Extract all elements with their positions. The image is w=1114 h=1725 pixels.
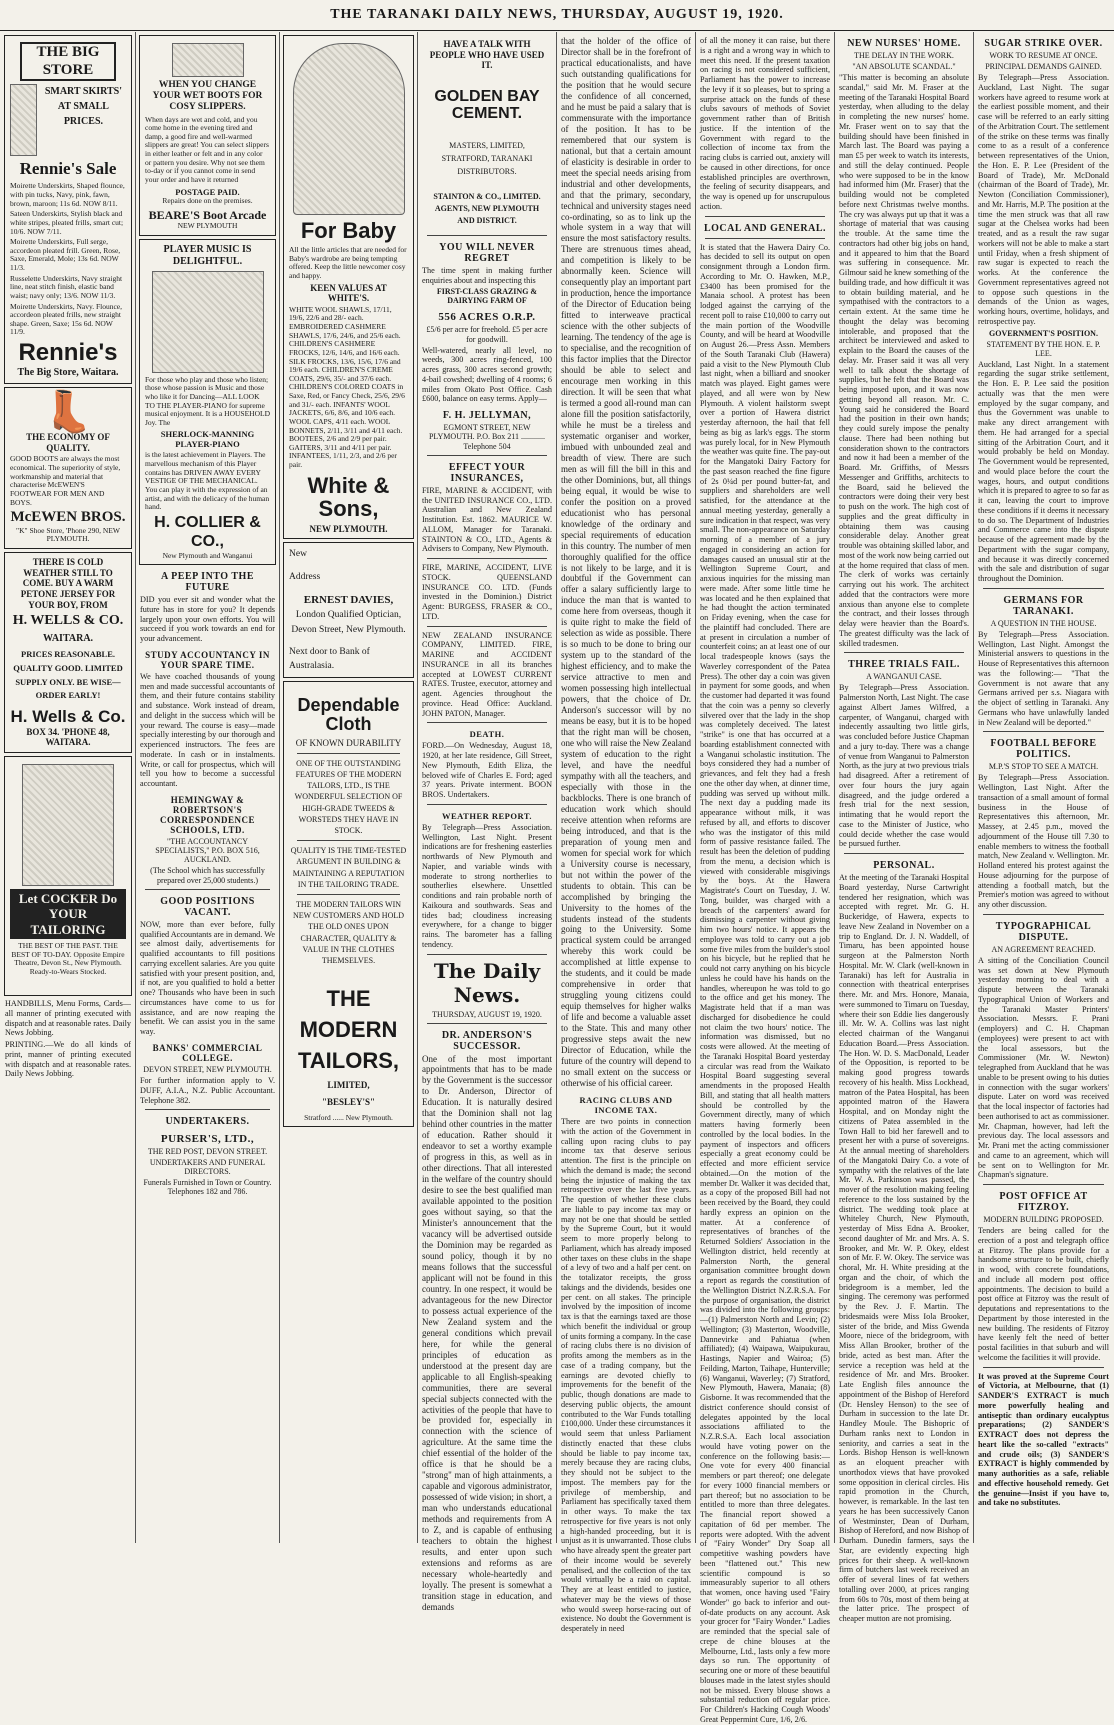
racing-text: There are two points in connection with the action of the Government in calling upon racing clubs to pay income tax that deserve serious attention. The first is the principle on which the demand is made; the second being the injustice of making the tax retrospective over the last five years. The question of whether these clubs are liable to pay income tax may or may not be one that should be settled by the Supreme Court, but it would seem to more properly belong to Parliament, which has already imposed other taxes on these clubs in the shape of a levy of two and a half per cent. on the totalizator receipts, the gross takings and the dividends, besides one per cent. on all stakes. The principle involved by the imposition of income tax is that the earnings taxed are those which benefit the individual or group of units forming a company. In the case of racing clubs there is no division of profits among the members as in the case of a trading company, but the earnings are devoted chiefly to improvements for the benefit of the public, though donations are made to deserving public objects, the amount contributed to the War Funds totalling £100,000. Under these circumstances it would seem that unless Parliament distinctly enacted that these clubs should be liable to pay income tax, merely because they are racing clubs, they should not be subject to the impost. The members pay for the privilege of membership, and Parliament has specifically taxed them in other ways. To make the tax retrospective for five years is not only a high-handed proceeding, but it is unjust as it is unwarranted. Those clubs who have already spent the greater part of their income would be severely penalised, and the collection of the tax would virtually be a raid on capital. They are at least entitled to justice, whatever may be the views of those who would sweep horse-racing out of existence. No doubt the Government is desperately in need [561, 1117, 691, 1633]
economy-text: GOOD BOOTS are always the most economical. The superiority of style, workmanship and material that characterise McEWEN'S FOOTWEAR FOR MEN AND BOYS. [10, 454, 121, 507]
column-2 [137, 32, 278, 1543]
player-text: For those who play and those who listen; those whose passion is Music and those who like it for Dancing—ALL LOOK TO THE PLAYER-PIANO for supreme musical enjoyment. It is a HOUSEHOLD Joy. The [145, 374, 270, 427]
nurses-text: "This matter is becoming an absolute scandal," said Mr. M. Fraser at the meeting of the Taranaki Hospital Board yesterday, when alluding to the delay in completing the new nurses' home. Mr. Fraser went on to say that the building should have been finished in March last. The Board was paying a man £5 per week to watch its interests, and still the delay continued. People who were supposed to be in the know had informed him (Mr. Fraser) that the building would not be completed before next Christmas twelve months. The cry was always put up that it was a shortage of material that was causing the trouble. At the same time the contractors had other big jobs on hand, and it appeared to him that the Board was suffering in consequence. Mr. Gilmour said he knew something of the building trade, and how difficult it was to obtain building material, and he sympathised with the contractors to a certain extent. At the same time he thought the delay was becoming intolerable, and proposed that the architect be interviewed and asked to explain to the Board the causes of the delay. Mr. Fraser said it was all very well to talk about the shortage of supplies, but he felt that the Board was being imposed upon, and it was now getting beyond all reason. Mr. C. Young said he considered the Board had the position in their own hands; they could surely impose the penalty clause. There had been nothing but consideration shown to the contractors and now it had been a member of the Board. Mr. Griffiths, of Messrs Messenger and Griffiths, architects to the Board, said he believed the contractors were doing their very best to push on the work. The high cost of supplies and the great difficulty in obtaining them was causing considerable delay. Another great trouble was obtaining skilled labor, and most of the work now being carried out at the home required that class of men. The clerk of works was certainly carrying out his work. The architect added that the contractors were more anxious than anyone else to complete the contract, and their losses through delay were heavier than the Board's. The greatest difficulty was the lack of skilled tradesmen. [839, 73, 969, 648]
farm-heading: FIRST-CLASS GRAZING & DAIRYING FARM OF [436, 287, 538, 306]
acres-heading: 556 ACRES O.R.P. [438, 311, 536, 324]
modern-tailors-ad [283, 681, 414, 1127]
wells-ad [4, 552, 132, 753]
collier-address: New Plymouth and Wanganui [162, 550, 253, 560]
column-rule [135, 32, 136, 1543]
talk-heading: HAVE A TALK WITH PEOPLE WHO HAVE USED IT. [429, 39, 545, 71]
scandal-subhead: "AN ABSOLUTE SCANDAL." [852, 62, 956, 71]
for-baby-heading: For Baby [300, 218, 397, 243]
undertakers-heading: UNDERTAKERS. [165, 1116, 250, 1128]
sugar-heading: SUGAR STRIKE OVER. [984, 38, 1103, 49]
local-general-heading: LOCAL AND GENERAL. [703, 222, 827, 234]
masthead [0, 0, 1114, 31]
rennies-logo: Rennie's [18, 339, 118, 367]
repairs-text: Repairs done on the premises. [162, 195, 253, 205]
statement-subhead: STATEMENT BY THE HON. E. P. LEE. [986, 339, 1101, 358]
trials-text: By Telegraph—Press Association. Palmerston North, Last Night. The case against Albert James Wilfred, a carpenter, of Wanganui, charged with indecently assaulting two little girls, was concluded before Justice Chapman and a jury to-day. There was a change of venue from Wanganui to Palmerston North, as the jury at two previous trials had disagreed. After a retirement of over four hours the jury again disagreed, and the judge ordered a fresh trial for the next session, intimating that he would report the case to the Minister of Justice, who could decide whether the case would be pursued further. [839, 683, 969, 849]
column-rule [695, 32, 696, 1543]
leader-date: THURSDAY, AUGUST 19, 1920. [432, 1009, 542, 1019]
nz-insurance-text: NEW ZEALAND INSURANCE COMPANY, LIMITED. FIRE, MARINE and ACCIDENT INSURANCE in all its branches accepted at LOWEST CURRENT RATES. Trustee, executor, attorney and agent. Agencies throughout the province. Head Office: Auckland. JOHN PATON, Manager. [422, 630, 552, 718]
farm-text: Well-watered, nearly all level, no weeds, 300 acres ring-fenced, 100 acres grass, 300 acres second growth; 4-bail cowshed; dwelling of 4 rooms; 6 miles from Okato Post Office. Cash £600, balance on easy terms. Apply— [422, 345, 552, 404]
skirts-text: SMART SKIRTS' AT SMALL PRICES. [44, 86, 123, 128]
quality-text: QUALITY IS THE TIME-TESTED ARGUMENT IN BUILDING & MAINTAINING A REPUTATION IN THE TAILORING TRADE. [290, 846, 407, 889]
study-heading: STUDY ACCOUNTANCY IN YOUR SPARE TIME. [145, 649, 270, 670]
personal-text: At the meeting of the Taranaki Hospital Board yesterday, Nurse Cartwright tendered her resignation, which was accepted with regret. Mr. G. H. Buckeridge, of Hawera, expects to leave New Zealand in November on a trip to England. Dr. J. N. Waddell, of Timaru, has been appointed house surgeon at the Palmerston North Hospital. Mr. W. Clark (well-known in Taranaki) has left for Australia in connection with theatrical enterprises there. Mr. and Mrs. Honore, Manaia, were summoned to Timaru on Tuesday, where their son Eddie lies dangerously ill. Mr. W. A. Collins was last night elected chairman of the Wanganui Education Board.—Press Association. The Hon. W. D. S. MacDonald, Leader of the Opposition, is reported to be making good progress towards recovery of his health. Miss Lockhead, matron of the Patea Hospital, has been appointed matron of the Hawera Hospital, and on Monday night the citizens of Patea assembled in the Town Hall to bid her farewell and to present her with a purse of sovereigns. At the annual meeting of shareholders of the Mangatoki Dairy Co. a vote of sympathy with the relatives of the late Mr. W. A. Parkinson was passed, the mover of the resolution making feeling reference to the loss sustained by the district. The wedding took place at Whiteley Church, New Plymouth, yesterday of Miss Edna A. Brooker, second daughter of Mr. and Mrs. A. S. Brooker, and Mr. W. P. Okey, eldest son of Mr. F. W. Okey. The service was choral, Mr. H. White presiding at the organ and the choir, of which the bridegroom is a member, led the singing. The ceremony was performed by the Rev. J. F. Martin. The bridesmaids were Miss Iola Brooker, sister of the bride, and Miss Gwenda Moore, niece of the bridegroom, with Miss Allan Brooker, brother of the bride, acted as best man. After the service a reception was held at the residence of Mr. and Mrs. Brooker. Late English files announce the appointment of the Bishop of Hereford (Dr. Hensley Henson) to the see of Durham in succession to the late Dr. Handley Moule. The Bishopric of Durham ranks next to London in seniority, and carries a seat in the Lords. Bishop Henson is well-known as an eloquent preacher with unorthodox views that have provoked some opposition in clerical circles. His rapid promotion in the Church, however, is remarkable. In the last ten years he has been successively Canon of Westminster, Dean of Durham, Bishop of Hereford, and now Bishop of Durham. Dunedin farmers, says the Star, are evidently expecting high prices for their sheep. A well-known firm of butchers last week received an offer of several lines of fat wethers totalling over 2000, at prices ranging from 60s to 70s, most of them being at the latter price. The prospect of cheaper mutton are not promising. [839, 873, 969, 1623]
sanders-text: It was proved at the Supreme Court of Victoria, at Melbourne, that (1) SANDER'S EXTRACT is much more powerfully healing and antiseptic than ordinary eucalyptus preparations; (2) SANDER'S EXTRACT does not depress the heart like the so-called "extracts" and crude oils; (3) SANDER'S EXTRACT is highly commended by many authorities as a safe, reliable and effective household remedy. Get the genuine—Insist if you have to, and take no substitutes. [978, 1371, 1109, 1508]
list-item: Russelette Underskirts, Navy straight line, neat stitch finish, elastic band waist; navy only; 13/6. NOW 11/3. [10, 273, 123, 300]
postage-paid: POSTAGE PAID. [175, 186, 240, 197]
slippers-text: When days are wet and cold, and you come home in the evening tired and damp, a good fire and well-warmed slippers are great! You can select slippers in either leather or felt and in any color or pattern you desire. Why not see them to-day or if you cannot come in send your order and have it returned [145, 114, 269, 184]
waitara: WAITARA. [42, 632, 94, 644]
for-baby-text: All the little articles that are needed for Baby's wardrobe are being tempting offered. Keep the little newcomer cosy and happy. [289, 245, 407, 280]
besleys: "BESLEY'S" [321, 1097, 375, 1108]
baby-illustration [293, 43, 405, 215]
printing-notice: HANDBILLS, Menu Forms, Cards—all manner of printing executed with dispatch and at reasonable rates. Daily News Jobbing. [5, 999, 131, 1038]
prices-text: PRICES REASONABLE. QUALITY GOOD. LIMITED SUPPLY ONLY. BE WISE—ORDER EARLY! [13, 649, 123, 701]
work-subhead: WORK TO RESUME AT ONCE. [989, 51, 1098, 60]
dependable-heading: Dependable Cloth [297, 695, 400, 735]
effect-heading: EFFECT YOUR INSURANCES, [448, 461, 526, 484]
cement-ad [421, 35, 553, 231]
germans-text: By Telegraph—Press Association. Wellington, Last Night. Amongst the Ministerial answers to questions in the House of Representatives this afternoon was the following:— "That the Government is not aware that any Germans arrived per s.s. Niagara with the object of settling in Taranaki. Any Germans who have unlawfully landed in New Zealand will be deported." [978, 629, 1109, 727]
list-item: Moirette Underskirts, Navy. Flounce, accordeon pleated frills, new straight shape. Green, Saxe; 15s 6d. NOW 11/9. [10, 301, 122, 337]
nurses-heading: NEW NURSES' HOME. [847, 38, 961, 49]
racing-continued: of all the money it can raise, but there is a right and a wrong way in which to meet this need. If the present taxation on racing is not considered sufficient, Parliament has the power to increase the levy if it so pleases, but to spring a surprise attack on the funds of these clubs savours of methods of Soviet government rather than of British justice. If the intention of the Government with regard to the collection of income tax from the racing clubs is carried out, anxiety will be caused in other directions, for once established principles are overthrown, the feeling of security disappears, and the way is opened up for unscrupulous action. [700, 36, 830, 211]
fitzroy-heading: POST OFFICE AT FITZROY. [999, 1191, 1088, 1213]
cocker-title: Let COCKER Do YOUR TAILORING [10, 889, 126, 939]
wells-name: H. WELLS & CO. [12, 613, 124, 629]
address-label: Address [289, 571, 321, 582]
printing-notice-2: PRINTING.—We do all kinds of print, manner of printing executed with dispatch and at reasonable rates. Daily News Jobbing. [5, 1040, 131, 1079]
column-7 [836, 32, 972, 1623]
death-heading: DEATH. [469, 729, 505, 740]
study-text: We have coached thousands of young men and made successful accountants of them, and their future contains stability and substance. Work instead of dream, and delight in the success which will be your reward. The course is easy—made specially interesting by our thorough and experienced instructors. The fees are moderate. In cash or in instalments. Write, or call for prospectus, which will tell you how to become a successful accountant. [140, 671, 275, 789]
list-item: Sateen Underskirts, Stylish black and white stripes, pleated frills, smart cut; 10/6. NOW 7/11. [10, 209, 124, 236]
column-8 [975, 32, 1112, 1543]
dependable-sub: OF KNOWN DURABILITY [295, 738, 402, 749]
big-store-ad [4, 35, 132, 384]
stainton-text: STAINTON & CO., LIMITED. AGENTS, NEW PLYMOUTH AND DISTRICT. [433, 191, 541, 225]
successor-heading: DR. ANDERSON'S SUCCESSOR. [441, 1029, 533, 1052]
keen-values-heading: KEEN VALUES AT WHITE'S. [310, 282, 387, 304]
agreement-subhead: AN AGREEMENT REACHED. [991, 944, 1096, 954]
davies-address: Devon Street, New Plymouth. [291, 624, 406, 635]
masters-text: MASTERS, LIMITED, STRATFORD, TARANAKI DISTRIBUTORS. [441, 141, 533, 177]
hemingway-address: "THE ACCOUNTANCY SPECIALISTS," P.O. BOX 516, AUCKLAND. [155, 836, 260, 865]
hemingway-heading: HEMINGWAY & ROBERTSON'S CORRESPONDENCE SCHOOLS, LTD. [159, 794, 255, 835]
peep-text: DID you ever sit and wonder what the future has in store for you? It depends largely upon your own efforts. You will succeed if you work towards an end for your advancement. [140, 595, 275, 644]
united-text: FIRE, MARINE & ACCIDENT, with the UNITED INSURANCE CO., LTD. Australian and New Zealand Institution. Est. 1862. MAURICE W. ALLOM, Manager for Taranaki. STAINTON & CO., LTD., Agents & Advisers to Company, New Plymouth. [422, 485, 552, 554]
cocker-ad [4, 756, 132, 996]
beare-name: BEARE'S Boot Arcade [148, 208, 267, 223]
demands-subhead: PRINCIPAL DEMANDS GAINED. [985, 62, 1102, 71]
column-rule [834, 32, 835, 1543]
delay-subhead: THE DELAY IN THE WORK. [854, 51, 954, 60]
banks-heading: BANKS' COMMERCIAL COLLEGE. [152, 1042, 263, 1063]
banks-note: For further information apply to V. DUFF, A.I.A., N.Z. Public Accountant. Telephone 382. [140, 1076, 275, 1105]
local-general-text: It is stated that the Hawera Dairy Co. has decided to sell its output on open consignment through a London firm. According to Mr. O. Hawken, M.P., £3400 has been promised for the Manaia school. A protest has been lodged against the carrying of the recent poll to raise £10,000 to carry out the main portion of the Woodville County, and will be heard at Woodville on August 26.—Press Assn. Members of the South Taranaki Club (Hawera) paid a visit to the New Plymouth Club last night, when a billiard and snooker match was played. Eight games were played, and all were won by New Plymouth. A violent hailstorm swept over a portion of Hawera district yesterday afternoon, the hail that fell being as big as lark's eggs. The storm was purely local, for in New Plymouth the weather was quite fine. The pay-out for the Mangatoki Dairy Factory for the past season reached the fine figure of 2s 0¼d per pound butter-fat, and suppliers and shareholders are well satisfied, for the attendance at the annual meeting yesterday, generally a sure indication in that respect, was very small. The non-appearance on Saturday morning of a member of a jury engaged in considering an action for damages caused an unusual stir at the Wellington Supreme Court, and anxious inquiries for the missing man were made. After some little time he was located and he then explained that he had thought the action terminated on Friday evening, when the case for the plaintiff had concluded. There are at present in circulation a number of counterfeit coins; an at least one of our local tradespeople knows (says the Waverley correspondent of the Patea Press). The other day a coin was given in payment for some goods, and when the customer had departed it was found that the coin was a penny so cleverly silvered over that the lady in the shop was completely deceived. The latest "strike" is one that has occurred at a boarding establishment connected with a Wanganui scholastic institution. The boys considered they had a number of grievances, and felt they had a fresh one the other day when, at dinner time, pudding was served up without milk. The next day a pudding made its appearance without milk, it was refused by all, and efforts to discover who was the instigator of this mild form of passive resistance failed. The result has been the deletion of pudding from the menu, a decision which is viewed with considerable misgivings by the boys. At the Hawera Magistrate's Court on Tuesday, J. W. Tong, builder, was charged with a breach of the carpenters' award for dismissing a carpenter without giving him two hours' notice. It appears the employee was told to carry out a job some five miles from the builder's stool on his bicycle, but he replied that he could not carry anything on his bicycle unless he could have his hands on the handles, whereupon he was told to go to the office and get his money. The Magistrate held that if a man was discharged for disobedience he could not claim the two hours' notice. The information was dismissed, but no costs were allowed. At the meeting of the Taranaki Hospital Board yesterday a circular was read from the Waikato Hospital Board suggesting several amendments in the proposed Health Bill, and stating that all health matters should be controlled by the Government directly, many of which matters having formerly been controlled by the local bodies. In the payment of inspectors and officers especially a great economy could be effected and more efficient service obtained.—On the motion of the member Dr. Walker it was decided that, as a copy of the proposed Bill had not been received by the Board, they could hardly express an opinion on the matter. At a conference of representatives of branches of the Returned Soldiers' Association in the Wellington district, held recently at Palmerston North, the general organisation committee brought down a report as regards the constitution of the Wellington District N.Z.R.S.A. For the purpose of organisation, the district was divided into the following groups:—(1) Palmerston North and Levin; (2) Wellington; (3) Masterton, Woodville, Dannevirke and Pahiatua (when affiliated); (4) Waipawa, Waipukurau, Hastings, Napier and Wairoa; (5) Feilding, Marton, Taihape, Hunterville; (6) Wanganui, Waverley; (7) Stratford, New Plymouth, Hawera, Manaia; (8) Gisborne. It was recommended that the district conference should consist of delegates appointed by the local associations affiliated to the N.Z.R.S.A. Each local association would have voting power on the conference on the following basis:—One vote for every 400 financial members or part thereof; one delegate for every 1000 financial members or part thereof; but no association to be entitled to more than three delegates. The financial report showed a capitation of 6d per member. The reports were adopted. With the advent of "Fairy Wonder" Dry Soap all competitive washing powders have been "flattened out." This new scientific compound is so immeasurably superior to all others that women, once having used "Fairy Wonder" go back to inferior and out-of-date products on any account. Ask your grocer for "Fairy Wonder." Ladies are reminded that the special sale of crepe de chine blouses at the Melbourne, Ltd., lasts only a few more days so run. The opportunity of securing one or more of these beautiful blouses made in the latest styles should not be missed. Every blouse shows a substantial reduction off regular price. For Children's Hacking Cough Woods' Great Peppermint Cure, 1/6, 2/6. [700, 242, 830, 1724]
positions-text: NOW, more than ever before, fully qualified Accountants are in demand. We see almost daily, advertisements for qualified accountants to fill positions carrying excellent salaries. Are you quite satisfied with your present position, and, if not, are you qualified to hold a better one? Thousands who have been in such circumstances have come to us for assistance, and are now reaping the benefit. We can assist you in the same way. [140, 919, 275, 1037]
successor-continued: that the holder of the office of Director shall be in the forefront of practical educationalists, and have such outstanding qualifications for the position that he would secure the confidence of all concerned, and he must be paid a salary that is commensurate with the importance of the position. It has to be remembered that our system is national, but that a certain amount of elasticity is desirable in order to meet the special needs arising from industrial and other developments, and that the primary, secondary, technical and university stages need co-ordinating, so as to link up the whole system in a way that will ensure the most satisfactory results. There are strenuous times ahead, and competition is likely to be abnormally keen. Science will consequently play an important part in production, hence the importance of the Director of Education being fitted to interweave practical science with the other subjects of learning. The tendency of the age is to specialise, and the recognition of this factor implies that the Director should be able to select and encourage men working in this direction. It will be seen that what is termed a good all-round man can alone fill the position satisfactorily, while he must be a tireless and systematic organiser and worker, imbued with unbounded zeal and breadth of view. There are such men as will fill the bill in this and the other Dominions, but, all things being equal, it would be wise to confer the position on a proved educationist who has personal knowledge of the ordinary and special requirements of education in this country. The number of men thoroughly qualified for the office is not likely to be large, and it is doubtful if the Government can offer a salary sufficiently large to induce the man that is wanted to come here from overseas, though it is quite right to make the field of selection as wide as possible. There is so much to be done to bring our system up to the standard of the highest efficiency, and to make the service attractive to men and women possessing high intellectual powers, that the choice of Dr. Anderson's successor will by no means be easy, but it is to be hoped that the right man will be chosen, one who will raise the New Zealand system of education to the right level, and have the needful sympathy with all the teachers, and especially with those in the backblocks. There is one branch of education work which should receive attention when reforms are being introduced, and that is the preparation of young men and women for special work for which a University course is necessary, but not within the power of the students to obtain. This can be accomplished by bringing the University to the homes of the students instead of the students going to the University. Some practical system could be arranged whereby this work could be accomplished at little expense to the students, and it could be made comprehensive in order that struggling young citizens could equip themselves for higher walks of life and become a valuable asset to the State. This and many other progressive steps await the new Director of Education, while the future of the country will depend to no small extent on the success or otherwise of his official career. [561, 36, 691, 1089]
beare-address: NEW PLYMOUTH [177, 221, 238, 231]
column-rule [279, 32, 280, 1543]
tailor-illustration [22, 764, 114, 886]
column-rule [973, 32, 974, 1543]
regret-text: The time spent in making further enquiries about and inspecting this [422, 265, 552, 285]
mcewen-name: McEWEN BROS. [10, 509, 126, 526]
items-list [10, 182, 126, 337]
trials-heading: THREE TRIALS FAIL. [848, 659, 960, 671]
weather-text: By Telegraph—Press Association. Wellington, Last Night. Present indications are for freshening easterlies northwards of New Plymouth and Napier, and variable winds with moderate to strong northerlies to southerlies elsewhere. Unsettled conditions and rain probable north of Kaikoura and southwards. Seas and tides bad; cloudiness increasing everywhere, for a change to bigger rains. The barometer has a falling tendency. [422, 822, 552, 949]
big-store-title: THE BIG STORE [20, 42, 116, 81]
positions-heading: GOOD POSITIONS VACANT. [160, 895, 255, 918]
weather-heading: WEATHER REPORT. [441, 810, 532, 821]
outstanding-text: ONE OF THE OUTSTANDING FEATURES OF THE MODERN TAILORS, LTD., IS THE WONDERFUL SELECTION OF HIGH-GRADE TWEEDS & WORSTEDS THEY HAVE IN STOCK. [294, 758, 403, 835]
rennies-sub: The Big Store, Waitara. [17, 367, 119, 379]
keen-values-list: WHITE WOOL SHAWLS, 17/11, 19/6, 22/6 and 28/- each. EMBROIDERED CASHMERE SHAWLS, 17/6, 24/6, and 25/6 each. CHILDREN'S CASHMERE FROCKS, 12/6, 14/6, and 16/6 each. SILK FROCKS, 13/6, 15/6, 17/6 and 19/6 each. CHILDREN'S CREME COATS, 29/6, 35/- and 37/6 each. CHILDREN'S COLORED COATS in Saxe, Red, or Fancy Check, 25/6, 29/6 and 31/- each. INFANTS' WOOL JACKETS, 6/6, 8/6, and 10/6 each. WOOL CAPS, 4/11 each. WOOL BONNETS, 2/11, 3/11 and 4/11 each. BOOTEES, 2/6 and 2/9 per pair. GAITERS, 3/11 and 4/11 per pair. INFANTEES, 1/11, 2/3, and 2/6 per pair. [289, 304, 405, 470]
list-item: Moirette Underskirts, Shaped flounce, with pin tucks, Navy, pink, fawn, brown, maroon; 11s 6d. NOW 8/11. [10, 181, 125, 208]
whites-ad [283, 35, 414, 539]
mcewen-ad [4, 387, 132, 549]
davies-sub: London Qualified Optician, [295, 610, 402, 621]
sherlock-heading: SHERLOCK-MANNING PLAYER-PIANO [160, 429, 255, 450]
masthead-title: THE TARANAKI DAILY NEWS, THURSDAY, AUGUST 19, 1920. [330, 7, 784, 22]
successor-text: One of the most important appointments that has to be made by the Government is the successor to Dr. Anderson, Director of Education. It is naturally desired that the Dominion shall not lag behind other countries in the matter of education. Rather should it endeavor to set a worthy example of progress in this, as well as in other directions. That all interested in the welfare of the country should desire to see the best qualified man available appointed to the position goes without saying, so that the Minister's announcement that the vacancy will be advertised outside the Dominion may be regarded as sound policy, though it by no means follows that the successful applicant will not be found in this country. In one respect, it would be advantageous for the new Director to possess actual experience of the New Zealand system and the general conditions which prevail here, for while the general principles of education as understood at the present day are applicable to all English-speaking communities, there are several special subjects connected with the activities of the people that have to be provided for, especially in connection with the science of agriculture. At the same time the chief essential of the holder of the office is that he should be a "strong" man of high attainments, a capable and vigorous administrator, possessed of wide vision; in short, a man who understands educational methods and requirements from A to Z, and is capable of enthusing teachers to obtain the highest results, and enter upon such extensions and reforms as are necessary whole-heartedly and loyally. The present is somewhat a transition stage in education, and demands [422, 1053, 552, 1612]
column-4 [419, 32, 555, 1612]
germans-heading: GERMANS FOR TARANAKI. [1003, 594, 1084, 617]
column-rule [556, 32, 557, 1543]
pursers-address: THE RED POST, DEVON STREET. [147, 1147, 268, 1157]
cocker-sub: THE BEST OF THE PAST. THE BEST OF TO-DAY. Opposite Empire Theatre, Devon St., New Plymouth. Ready-to-Wears Stocked. [11, 941, 125, 976]
column-3 [281, 32, 416, 1543]
woman-illustration [10, 84, 37, 156]
personal-heading: PERSONAL. [873, 860, 935, 871]
price-text: £5/6 per acre for freehold. £5 per acre for goodwill. [426, 325, 548, 344]
mcewen-address: "K" Shoe Store, 'Phone 290, NEW PLYMOUTH. [16, 525, 120, 544]
modern-text: THE MODERN TAILORS WIN NEW CUSTOMERS AND HOLD THE OLD ONES UPON CHARACTER, QUALITY & VALUE IN THE CLOTHES THEMSELVES. [292, 899, 405, 965]
limited: LIMITED, [327, 1080, 370, 1091]
whites-name: White & Sons, [307, 472, 390, 521]
cement-heading: GOLDEN BAY CEMENT. [434, 87, 540, 122]
queensland-text: FIRE, MARINE, ACCIDENT, LIVE STOCK. QUEENSLAND INSURANCE CO. LTD. (Funds invested in the Dominion.) District Agent: BURGESS, FRASER & CO., LTD. [422, 563, 552, 621]
question-subhead: A QUESTION IN THE HOUSE. [990, 618, 1097, 628]
govt-text: Auckland, Last Night. In a statement regarding the sugar strike settlement, the Hon. E. P. Lee said the position actually was that the men were employed by the sugar company, and thus the Government was unable to make any direct arrangement with them. He had arranged for a special sitting of the Arbitration Court, and it would probably be held on Monday. The Government would be represented, and would place before the court the wages, hours, and output conditions which it is prepared to agree to so far as it can, leaving the court to improve these conditions if it deems it necessary to do so. The Department of Industries and Commerce came into the dispute because of the agreement made by the Department with the sugar company, and because it was directly concerned with the sale and distribution of sugar throughout the Dominion. [978, 359, 1109, 583]
column-1 [2, 32, 134, 1543]
hemingway-note: (The School which has successfully prepared over 25,000 students.) [150, 866, 265, 885]
slippers-heading: WHEN YOU CHANGE YOUR WET BOOTS FOR COSY SLIPPERS. [152, 80, 263, 113]
pursers-heading: PURSER'S, LTD., [160, 1133, 255, 1146]
slipper-illustration [172, 43, 244, 77]
pursers-note: Funerals Furnished in Town or Country. Telephones 182 and 786. [143, 1178, 272, 1197]
davies-ad [283, 542, 414, 678]
wells-name-2: H. Wells & Co. [10, 706, 126, 726]
next-door: Next door to Bank of Australasia. [289, 646, 370, 672]
racing-heading: RACING CLUBS AND INCOME TAX. [579, 1095, 673, 1115]
fitzroy-text: Tenders are being called for the erection of a post and telegraph office at Fitzroy. The plans provide for a handsome structure to be built, chiefly in wood, with concrete foundations, and include all modern post office appointments. The decision to build a post office at Fitzroy was the result of deputations and representations to the Department by those interested in the new building. The residents of Fitzroy have keenly felt the need of better postal facilities in that suburb and will welcome the facilities it will provide. [978, 1226, 1109, 1362]
boot-icon: 👢 [43, 389, 93, 435]
player-heading: PLAYER MUSIC IS DELIGHTFUL. [163, 244, 252, 267]
banks-address: DEVON STREET, NEW PLYMOUTH. [143, 1064, 272, 1074]
football-text: By Telegraph—Press Association. Wellington, Last Night. After the transaction of a small amount of formal business in the House of Representatives this afternoon, Mr. Massey, at 2.45 p.m., moved the adjournment of the House till 7.30 to enable members to witness the football match, New Zealand v. Wellington. Mr. Holland entered his protest against the House adjourning for the purpose of attending a football match, but the Premier's motion was agreed to without any other discussion. [978, 773, 1109, 909]
sale-title: Rennie's Sale [19, 159, 117, 179]
list-item: Moirette Underskirts, Full serge, accordeon pleated frill. Green, Rose, Saxe, Emerald, Mole; 13s 6d. NOW 11/3. [10, 237, 121, 273]
sherlock-text: is the latest achievement in Players. The marvellous mechanism of this Player contains has DRIVEN AWAY EVERY VESTIGE OF THE MECHANICAL. You can play it with the expression of an artist, and with the delicacy of the human hand. [145, 450, 270, 512]
typo-text: A sitting of the Conciliation Council was set down at New Plymouth yesterday morning to deal with a dispute between the Taranaki Typographical Union of Workers and the Taranaki Master Printers' Association. Messrs. F. Prani (employers) and C. H. Chapman (employees) were present to act with the local assessors, but the Commissioner (Mr. W. Newton) telegraphed from Auckland that he was unable to be present owing to his duties in connection with the sugar workers' dispute. Later on word was received that the local inspector of factories had been authorised to act as commissioner. Mr. Chapman, however, had left the previous day. The local assessors and Mr. Prani met the acting commissioner and came to an agreement, which will be sent on to Wellington for Mr. Chapman's signature. [978, 955, 1109, 1180]
economy-heading: THE ECONOMY OF QUALITY. [26, 432, 110, 453]
wells-address: BOX 34. 'PHONE 48, WAITARA. [26, 726, 110, 748]
new-label: New [289, 549, 307, 560]
govt-subhead: GOVERNMENT'S POSITION. [989, 328, 1098, 338]
cold-weather-text: THERE IS COLD WEATHER STILL TO COME. BUY A WARM PETONE JERSEY FOR YOUR BOY, FROM [20, 557, 116, 610]
jellyman-address: EGMONT STREET, NEW PLYMOUTH. P.O. Box 211 ............ Telephone 504 [428, 423, 546, 451]
modern-tailors-name: THE MODERN TAILORS, [297, 986, 400, 1073]
regret-heading: YOU WILL NEVER REGRET [439, 241, 535, 264]
stratford: Stratford ...... New Plymouth. [304, 1112, 393, 1122]
jellyman-name: F. H. JELLYMAN, [442, 410, 532, 422]
football-heading: FOOTBALL BEFORE POLITICS. [990, 738, 1097, 761]
daily-news-title: The Daily News. [433, 958, 541, 1007]
mps-subhead: M.P.'S STOP TO SEE A MATCH. [988, 762, 1099, 772]
wanganui-subhead: A WANGANUI CASE. [866, 672, 942, 682]
piano-illustration [152, 271, 264, 373]
death-text: FORD.—On Wednesday, August 18, 1920, at her late residence, Gill Street, New Plymouth, Edith Eliza, the beloved wife of Charles E. Ford; aged 37 years. Private interment. BOON BROS. Undertakers. [422, 741, 552, 799]
pursers-sub: UNDERTAKERS AND FUNERAL DIRECTORS. [149, 1158, 266, 1177]
whites-address: NEW PLYMOUTH. [309, 523, 388, 534]
column-rule [417, 32, 418, 1543]
collier-name: H. COLLIER & CO., [154, 513, 261, 550]
column-5 [558, 32, 694, 1633]
modern-subhead: MODERN BUILDING PROPOSED. [983, 1215, 1104, 1224]
sugar-text: By Telegraph—Press Association. Auckland, Last Night. The sugar workers have agreed to resume work at the earliest possible moment, and their case will be referred to an early sitting of the Arbitration Court. The settlement of the strike on these terms was finally come to as a result of a conference between representatives of the Union, the Hon. E. P. Lee (President of the Board of Trade), Mr. McDonald (chairman of the Board of Trade), Mr. Newton (Conciliation Commissioner), and Mr. Harris, M.P. The position at the time the men struck was that all raw sugar at the Chelsea works had been treated, and as a result the raw sugar workers will not be able to make a start until Friday, when a fresh shipment of raw sugar is expected to reach the works. At the conference the Government representatives agreed not to oppose such questions in the demands of the Union as wages, working hours, overtime, holidays, and retrospective pay. [978, 73, 1109, 326]
beare-ad [139, 35, 276, 236]
peep-heading: A PEEP INTO THE FUTURE [161, 571, 254, 594]
davies-name: ERNEST DAVIES, [303, 593, 394, 606]
collier-ad [139, 239, 276, 565]
column-6 [697, 32, 833, 1724]
typo-heading: TYPOGRAPHICAL DISPUTE. [995, 920, 1092, 943]
